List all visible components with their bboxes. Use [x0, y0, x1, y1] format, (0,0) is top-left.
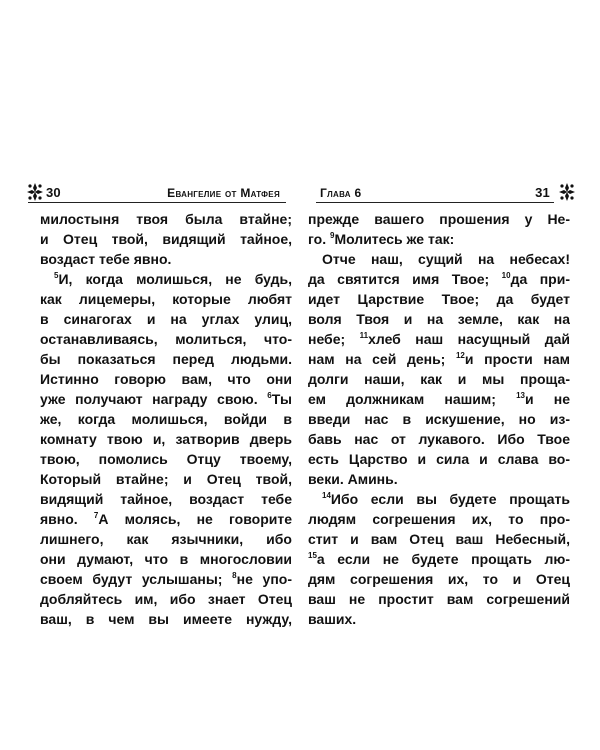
verse-number: 6 — [267, 391, 272, 400]
text-line — [308, 589, 570, 609]
line-text: людям согрешения их, то про- — [308, 511, 570, 527]
running-title: Евангелие от Матфея — [167, 186, 280, 200]
text-line — [40, 549, 292, 569]
verse-number: 8 — [232, 571, 237, 580]
line-text: и не — [524, 391, 570, 407]
text-line — [40, 489, 292, 509]
text-line — [40, 309, 292, 329]
text-line — [40, 529, 292, 549]
verse-number: 15 — [308, 551, 317, 560]
line-text: комнату твою и, затворив дверь — [40, 431, 292, 447]
right-page-header — [316, 183, 554, 203]
text-line — [40, 589, 292, 609]
text-line — [40, 569, 292, 589]
left-page-text — [40, 209, 292, 629]
line-text: явно. — [40, 511, 78, 527]
line-text: Отче наш, сущий на небесах! — [322, 251, 570, 267]
right-page-text — [308, 209, 570, 629]
line-text: веки. Аминь. — [308, 471, 398, 487]
line-text: ваш, в чем вы имеете нужду, — [40, 611, 292, 627]
text-line — [40, 249, 292, 269]
left-page-header — [28, 183, 286, 203]
header-rule — [28, 202, 286, 203]
line-text: видящий тайное, воздаст тебе — [40, 491, 292, 507]
verse-number: 7 — [93, 511, 99, 520]
text-line — [308, 289, 570, 309]
line-text: не упо- — [236, 571, 292, 587]
text-line — [308, 329, 570, 349]
line-text: ем должникам нашим; — [308, 391, 496, 407]
header-rule — [316, 202, 554, 203]
line-text: милостыня твоя была втайне; — [40, 211, 292, 227]
text-line — [40, 209, 292, 229]
text-line — [308, 509, 570, 529]
line-text: нам на сей день; — [308, 351, 446, 367]
right-page — [300, 0, 600, 750]
text-line — [308, 369, 570, 389]
line-text: идет Царствие Твое; да будет — [308, 291, 570, 307]
fleuron-ornament-icon — [558, 182, 576, 202]
line-text: же, когда молишься, войди в — [40, 411, 292, 427]
verse-number: 12 — [455, 351, 465, 360]
page-number: 31 — [535, 185, 550, 200]
text-line — [308, 349, 570, 369]
line-text: стит и вам Отец ваш Небесный, — [308, 531, 570, 547]
line-text: прежде вашего прошения у Не- — [308, 211, 570, 227]
line-text: го. — [308, 231, 327, 247]
text-line — [308, 389, 570, 409]
line-text: А молясь, не говорите — [98, 511, 292, 527]
page-number: 30 — [46, 185, 61, 200]
text-line — [40, 409, 292, 429]
text-line — [308, 449, 570, 469]
verse-number: 14 — [322, 491, 331, 500]
line-text: бы показаться перед людьми. — [40, 351, 292, 367]
text-line — [40, 449, 292, 469]
line-text: ваш не простит вам согрешений — [308, 591, 570, 607]
line-text: воздаст тебе явно. — [40, 251, 172, 267]
line-text: да святится имя Твое; — [308, 271, 490, 287]
text-line — [40, 609, 292, 629]
text-line — [40, 329, 292, 349]
line-text: введи нас в искушение, но из- — [308, 411, 570, 427]
line-text: ваших. — [308, 611, 357, 627]
text-line — [40, 469, 292, 489]
text-line — [308, 489, 570, 509]
text-line — [40, 269, 292, 289]
text-line — [308, 269, 570, 289]
line-text: уже получают награду свою. — [40, 391, 258, 407]
text-line — [308, 469, 570, 489]
text-line — [40, 429, 292, 449]
line-text: есть Царство и сила и слава во- — [308, 451, 570, 467]
line-text: как лицемеры, которые любят — [40, 291, 292, 307]
line-text: да при- — [510, 271, 570, 287]
line-text: они думают, что в многословии — [40, 551, 292, 567]
verse-number: 5 — [54, 271, 59, 280]
line-text: и Отец твой, видящий тайное, — [40, 231, 292, 247]
fleuron-ornament-icon — [26, 182, 44, 202]
line-text: останавливаясь, молиться, что- — [40, 331, 292, 347]
text-line — [40, 369, 292, 389]
text-line — [308, 429, 570, 449]
line-text: твою, помолись Отцу твоему, — [40, 451, 292, 467]
text-line — [308, 209, 570, 229]
text-line — [308, 609, 570, 629]
line-text: Ты — [271, 391, 292, 407]
running-title: Глава 6 — [320, 186, 362, 200]
line-text: добляйтесь им, ибо знает Отец — [40, 591, 292, 607]
text-line — [308, 409, 570, 429]
text-line — [40, 349, 292, 369]
line-text: Истинно говорю вам, что они — [40, 371, 292, 387]
text-line — [40, 289, 292, 309]
line-text: Молитесь же так: — [334, 231, 455, 247]
line-text: а если не будете прощать лю- — [316, 551, 570, 567]
line-text: хлеб наш насущный дай — [368, 331, 570, 347]
text-line — [308, 569, 570, 589]
line-text: и прости нам — [464, 351, 570, 367]
line-text: в синагогах и на углах улиц, — [40, 311, 292, 327]
text-line — [40, 389, 292, 409]
verse-number: 10 — [501, 271, 511, 280]
line-text: долги наши, как и мы проща- — [308, 371, 570, 387]
line-text: Который втайне; и Отец твой, — [40, 471, 292, 487]
text-line — [308, 309, 570, 329]
verse-number: 9 — [329, 231, 335, 240]
text-line — [308, 549, 570, 569]
text-line — [40, 509, 292, 529]
text-line — [308, 229, 570, 249]
text-line — [40, 229, 292, 249]
line-text: лишнего, как язычники, ибо — [40, 531, 292, 547]
line-text: своем будут услышаны; — [40, 571, 223, 587]
line-text: дям согрешения их, то и Отец — [308, 571, 570, 587]
line-text: Ибо если вы будете прощать — [330, 491, 570, 507]
verse-number: 13 — [516, 391, 525, 400]
text-line — [308, 249, 570, 269]
line-text: бавь нас от лукавого. Ибо Твое — [308, 431, 570, 447]
line-text: небе; — [308, 331, 346, 347]
line-text: воля Твоя и на земле, как на — [308, 311, 570, 327]
text-line — [308, 529, 570, 549]
line-text: И, когда молишься, не будь, — [58, 271, 292, 287]
verse-number: 11 — [359, 331, 369, 340]
